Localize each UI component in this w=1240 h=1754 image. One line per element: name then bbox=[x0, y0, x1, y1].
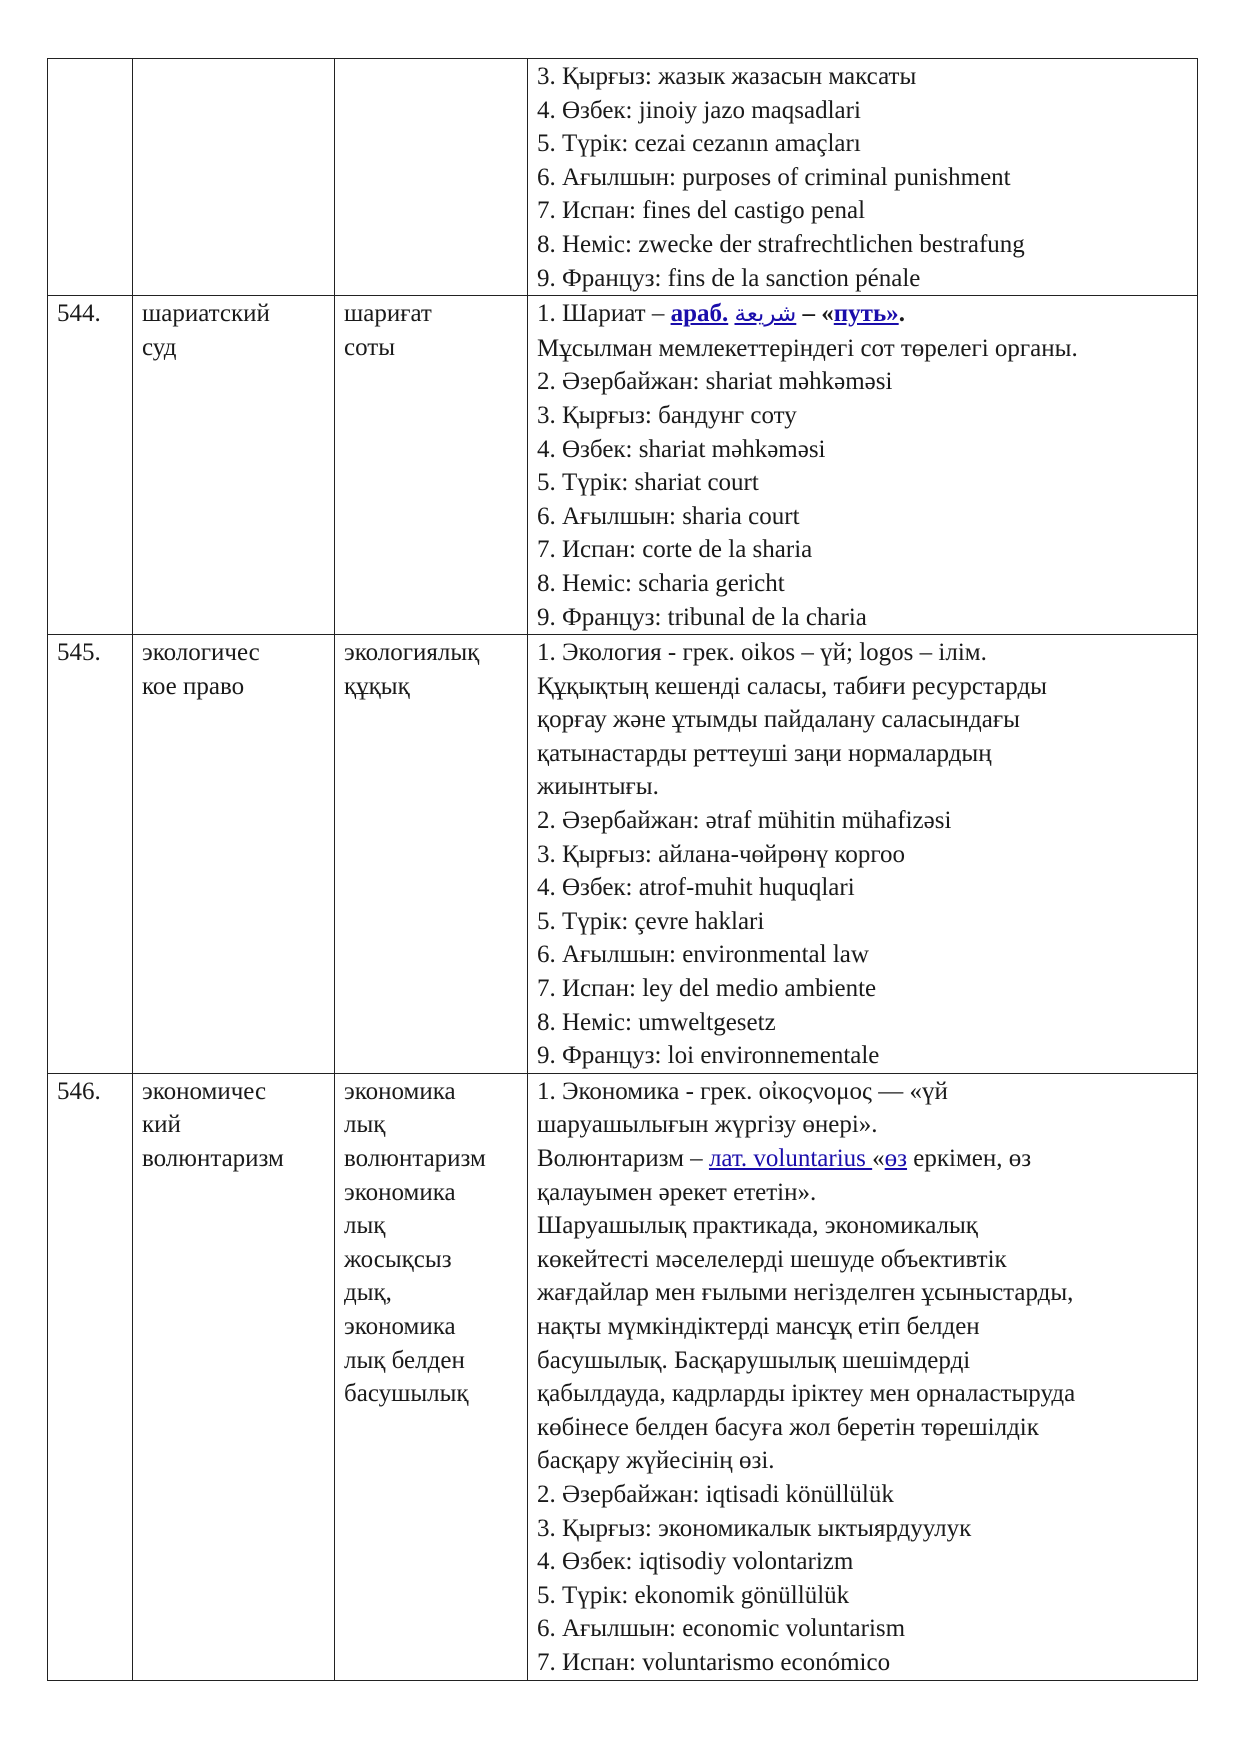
kazakh-term-line: соты bbox=[344, 333, 395, 361]
russian-term-line: кое право bbox=[142, 672, 245, 700]
kazakh-term-line: шариғат bbox=[344, 300, 432, 328]
definition-cell bbox=[528, 1073, 1198, 1680]
voluntarism-prefix: Волюнтаризм – bbox=[537, 1145, 709, 1172]
kazakh-term-cell bbox=[335, 59, 528, 296]
translation-line: 6. Ағылшын: sharia court bbox=[537, 502, 800, 530]
kazakh-term-line: лық белден bbox=[344, 1346, 465, 1374]
definition-line: Құқықтың кешенді саласы, табиғи ресурстарды bbox=[537, 672, 1047, 700]
kazakh-term-line: лық bbox=[344, 1111, 386, 1139]
translation-line: 7. Испан: corte de la sharia bbox=[537, 536, 813, 564]
entry-number-cell bbox=[48, 635, 133, 1074]
quote-open: « bbox=[872, 1145, 885, 1172]
kazakh-term-line: дық, bbox=[344, 1279, 392, 1307]
translation-line: 2. Әзербайжан: shariat məhkəməsi bbox=[537, 368, 893, 396]
definition-line: басушылық. Басқарушылық шешімдерді bbox=[537, 1346, 971, 1374]
table-row bbox=[48, 296, 1198, 635]
kazakh-term-line: басушылық bbox=[344, 1380, 469, 1408]
russian-term-line: кий bbox=[142, 1111, 181, 1139]
arabic-link[interactable]: араб. bbox=[670, 300, 729, 328]
definition-prefix: 1. Шариат – bbox=[537, 300, 671, 328]
definition-line: 1. Экология - грек. oikos – үй; logos – ілім. bbox=[537, 639, 987, 667]
russian-term-cell bbox=[133, 296, 335, 635]
kazakh-term-line: волюнтаризм bbox=[344, 1145, 486, 1172]
definition-line: қабылдауда, кадрларды іріктеу мен орналастыруда bbox=[537, 1380, 1076, 1408]
own-link[interactable]: өз bbox=[884, 1145, 908, 1172]
definition-line: нақты мүмкіндіктерді мансұқ етіп белден bbox=[537, 1312, 980, 1340]
translation-line: 5. Түрік: cezai cezanın amaçları bbox=[537, 130, 861, 158]
translation-line: 3. Қырғыз: экономикалык ыктыярдуулук bbox=[537, 1514, 972, 1542]
entry-number: 546. bbox=[57, 1077, 101, 1105]
translation-line: 9. Француз: tribunal de la charia bbox=[537, 603, 867, 631]
translation-line: 3. Қырғыз: жазык жазасын максаты bbox=[537, 63, 917, 90]
russian-term-cell bbox=[133, 1073, 335, 1680]
russian-term-cell bbox=[133, 59, 335, 296]
definition-cell bbox=[528, 635, 1198, 1074]
translation-line: 6. Ағылшын: economic voluntarism bbox=[537, 1615, 906, 1643]
document-page bbox=[47, 58, 1197, 1681]
translation-line: 8. Неміс: zwecke der strafrechtlichen bestrafung bbox=[537, 230, 1025, 258]
translation-line: 5. Түрік: çevre haklari bbox=[537, 907, 765, 935]
translation-line: 3. Қырғыз: айлана-чөйрөнү коргоо bbox=[537, 840, 906, 868]
definition-end: . bbox=[898, 300, 905, 328]
definition-line: көбінесе белден басуға жол беретін төрешілдік bbox=[537, 1413, 1039, 1441]
translation-line: 3. Қырғыз: бандунг соту bbox=[537, 401, 797, 429]
kazakh-term-line: экономика bbox=[344, 1312, 456, 1340]
translation-line: 9. Француз: fins de la sanction pénale bbox=[537, 264, 921, 292]
russian-term-line: экономичес bbox=[142, 1077, 267, 1105]
definition-line: Шаруашылық практикада, экономикалық bbox=[537, 1212, 978, 1240]
kazakh-term-line: құқық bbox=[344, 672, 410, 700]
russian-term-cell bbox=[133, 635, 335, 1074]
definition-line: жағдайлар мен ғылыми негізделген ұсыныстарды, bbox=[537, 1279, 1074, 1307]
entry-number-cell bbox=[48, 1073, 133, 1680]
kazakh-term-line: экономика bbox=[344, 1178, 456, 1206]
translation-line: 5. Түрік: ekonomik gönüllülük bbox=[537, 1581, 850, 1609]
entry-number: 544. bbox=[57, 300, 101, 328]
translation-line: 6. Ағылшын: purposes of criminal punishment bbox=[537, 163, 1011, 191]
definition-dash: – « bbox=[796, 300, 834, 328]
translation-line: 7. Испан: ley del medio ambiente bbox=[537, 975, 877, 1003]
translation-line: 5. Түрік: shariat court bbox=[537, 469, 759, 497]
kazakh-term-line: экономика bbox=[344, 1077, 456, 1105]
kazakh-term-line: лық bbox=[344, 1212, 386, 1240]
translation-line: 6. Ағылшын: environmental law bbox=[537, 941, 869, 969]
translation-line: 4. Өзбек: jinoiy jazo maqsadlari bbox=[537, 96, 861, 124]
definition-line: Мұсылман мемлекеттеріндегі сот төрелегі органы. bbox=[537, 334, 1078, 362]
definition-line: 1. Экономика - грек. οἰκοςνομος — «үй bbox=[537, 1077, 948, 1105]
definition-line: қатынастарды реттеуші заңи нормалардың bbox=[537, 739, 992, 767]
definition-line bbox=[537, 297, 1189, 332]
kazakh-term-line: жосықсыз bbox=[344, 1245, 452, 1273]
entry-number: 545. bbox=[57, 639, 101, 667]
entry-number-cell bbox=[48, 296, 133, 635]
definition-cell bbox=[528, 59, 1198, 296]
latin-link[interactable]: лат. voluntarius bbox=[708, 1145, 873, 1172]
kazakh-term-cell bbox=[335, 1073, 528, 1680]
translation-line: 8. Неміс: scharia gericht bbox=[537, 569, 785, 597]
translation-line: 7. Испан: fines del castigo penal bbox=[537, 197, 866, 225]
translation-line: 8. Неміс: umweltgesetz bbox=[537, 1008, 776, 1036]
russian-term-line: шариатский bbox=[142, 300, 270, 328]
kazakh-term-line: экологиялық bbox=[344, 639, 480, 667]
translation-line: 4. Өзбек: atrof-muhit huquqlari bbox=[537, 874, 855, 902]
table-row bbox=[48, 635, 1198, 1074]
table-row bbox=[48, 1073, 1198, 1680]
kazakh-term-cell bbox=[335, 635, 528, 1074]
definition-line: басқару жүйесінің өзі. bbox=[537, 1447, 775, 1475]
translation-line: 7. Испан: voluntarismo económico bbox=[537, 1648, 891, 1676]
russian-term-line: экологичес bbox=[142, 639, 260, 667]
arabic-word-link[interactable]: شريعة bbox=[734, 301, 797, 328]
translation-line: 2. Әзербайжан: iqtisadi könüllülük bbox=[537, 1480, 894, 1508]
russian-term-line: суд bbox=[142, 333, 177, 361]
kazakh-term-cell bbox=[335, 296, 528, 635]
translation-line: 9. Француз: loi environnementale bbox=[537, 1042, 880, 1070]
definition-line: шаруашылығын жүргізу өнері». bbox=[537, 1111, 878, 1139]
table-row bbox=[48, 59, 1198, 296]
path-link[interactable]: путь» bbox=[833, 300, 899, 328]
definition-line: көкейтесті мәселелерді шешуде объективтік bbox=[537, 1245, 1007, 1273]
definition-cell bbox=[528, 296, 1198, 635]
definition-line: қалауымен әрекет ететін». bbox=[537, 1178, 817, 1206]
definition-line: қорғау және ұтымды пайдалану саласындағы bbox=[537, 706, 1020, 734]
definition-line bbox=[537, 1142, 1189, 1176]
translation-line: 4. Өзбек: iqtisodiy volontarizm bbox=[537, 1548, 854, 1576]
voluntarism-rest: еркімен, өз bbox=[907, 1145, 1032, 1172]
dictionary-table bbox=[47, 58, 1198, 1681]
russian-term-line: волюнтаризм bbox=[142, 1145, 284, 1172]
definition-line: жиынтығы. bbox=[537, 773, 659, 801]
translation-line: 4. Өзбек: shariat məhkəməsi bbox=[537, 435, 826, 463]
translation-line: 2. Әзербайжан: ətraf mühitin mühafizəsi bbox=[537, 807, 952, 835]
entry-number-cell bbox=[48, 59, 133, 296]
